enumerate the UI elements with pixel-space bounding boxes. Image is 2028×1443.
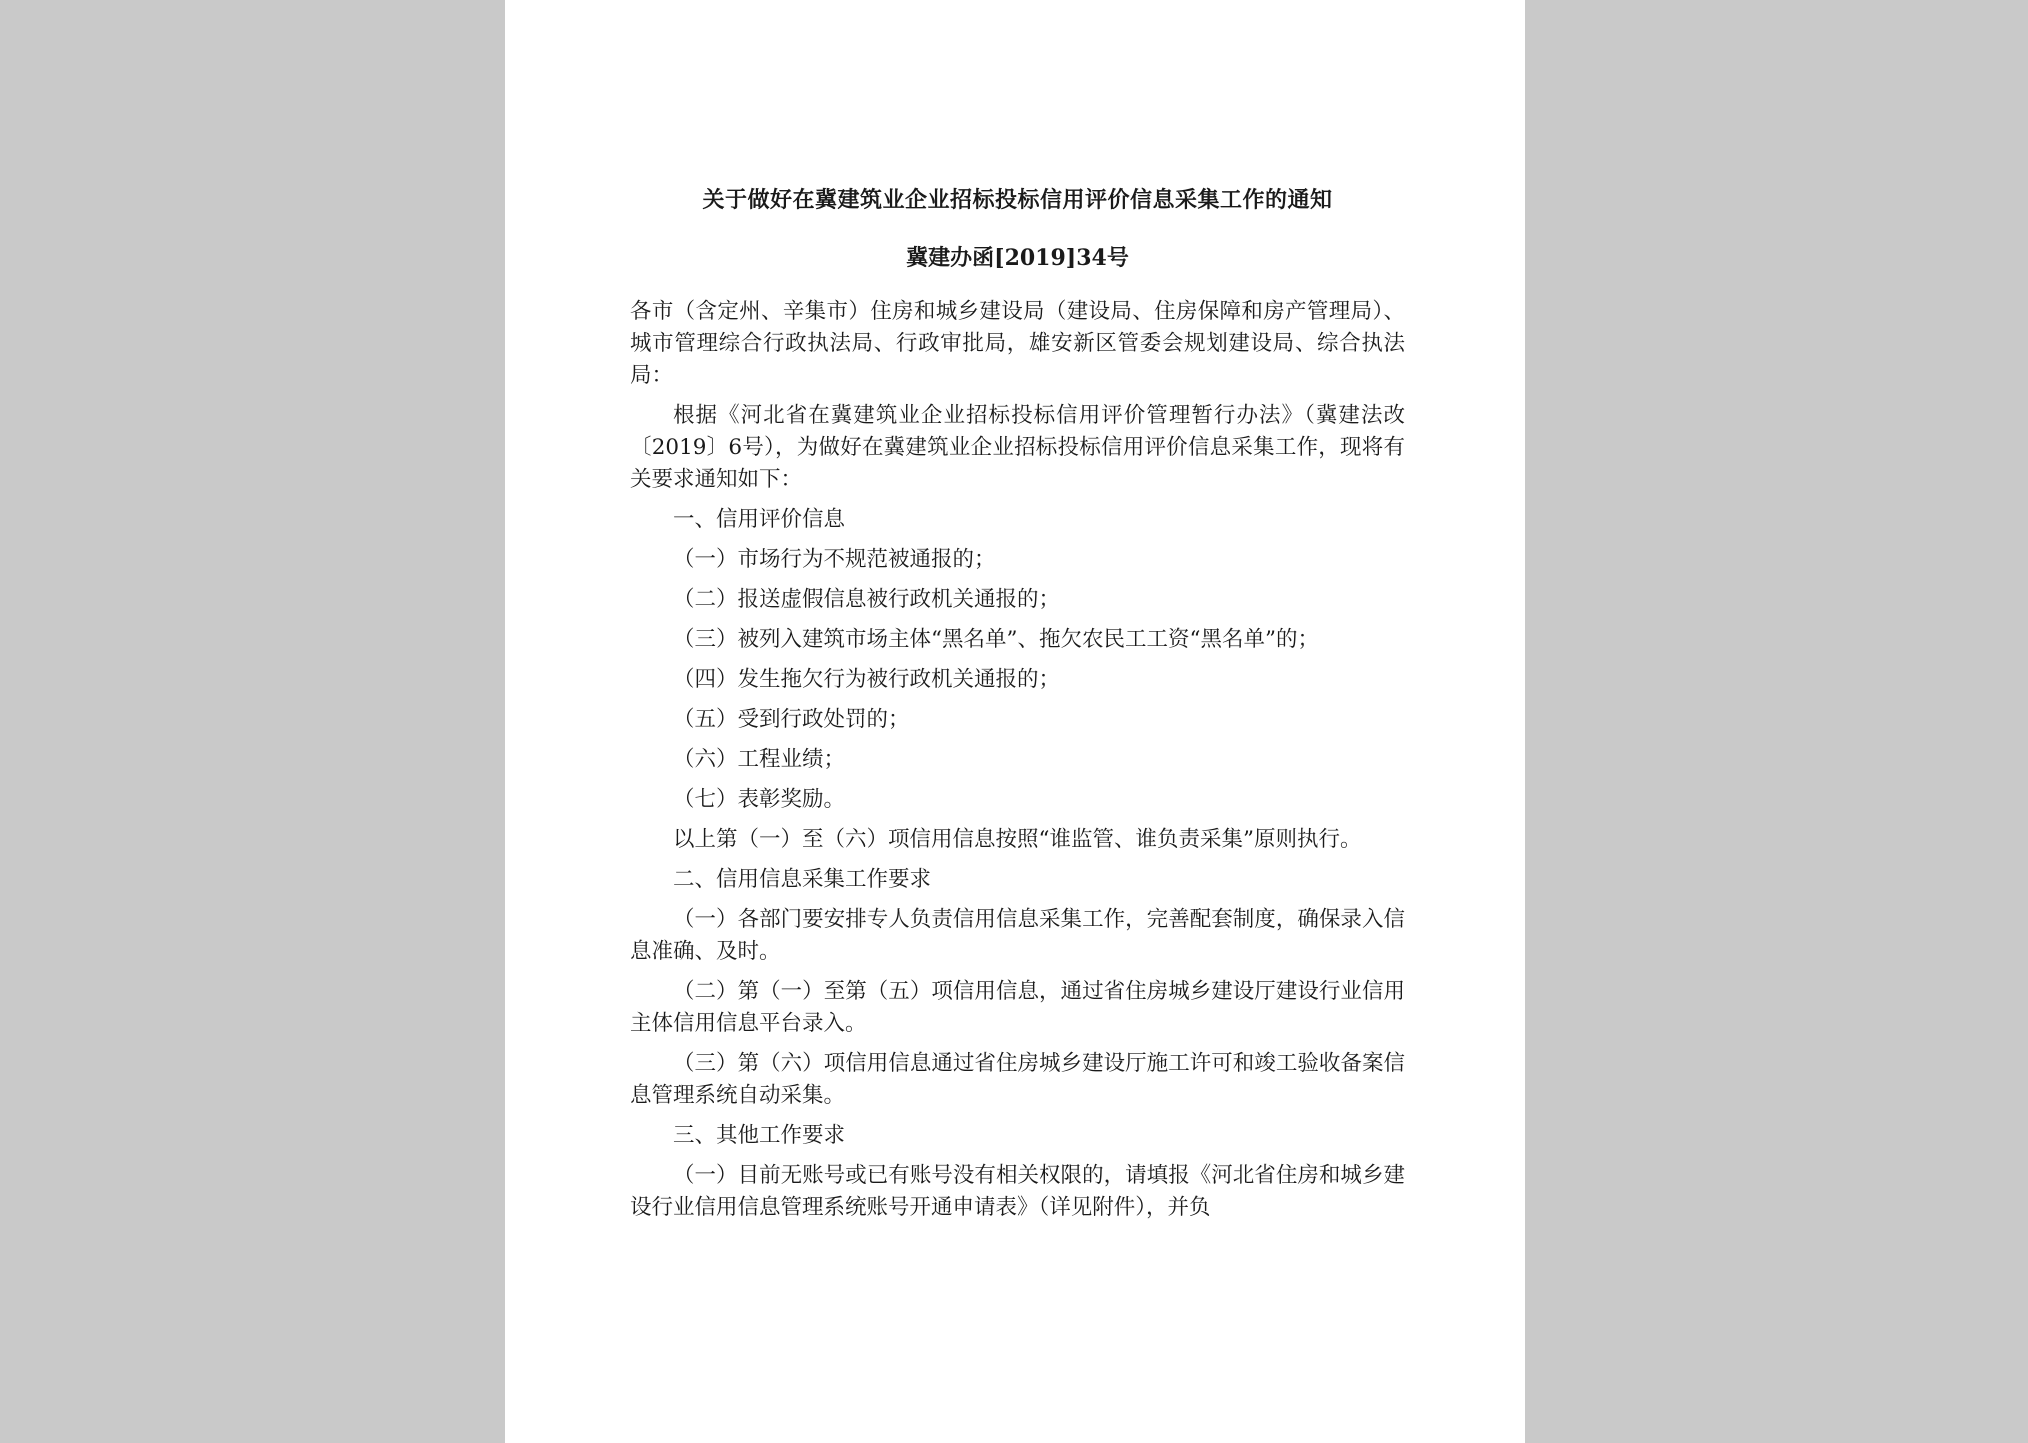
list-item: （一）市场行为不规范被通报的； [673,547,996,572]
list-item: （七）表彰奖励。 [673,787,846,812]
list-item: （一）目前无账号或已有账号没有相关权限的，请填报《河北省住房和城乡建设行业信用信息管理系统账号开通申请表》（详见附件），并负 [630,1163,1405,1220]
addressee: 各市（含定州、辛集市）住房和城乡建设局（建设局、住房保障和房产管理局）、城市管理综合行政执法局、行政审批局，雄安新区管委会规划建设局、综合执法局： [630,299,1405,388]
list-item: （五）受到行政处罚的； [673,707,910,732]
list-item: （六）工程业绩； [673,747,846,772]
list-item: （三）第（六）项信用信息通过省住房城乡建设厅施工许可和竣工验收备案信息管理系统自动采集。 [630,1051,1405,1108]
list-item: （三）被列入建筑市场主体“黑名单”、拖欠农民工工资“黑名单”的； [673,627,1319,652]
list-item: （四）发生拖欠行为被行政机关通报的； [673,667,1061,692]
paragraph-intro: 根据《河北省在冀建筑业企业招标投标信用评价管理暂行办法》（冀建法改〔2019〕6号），为做好在冀建筑业企业招标投标信用评价信息采集工作，现将有关要求通知如下： [630,403,1405,492]
document-title: 关于做好在冀建筑业企业招标投标信用评价信息采集工作的通知 [702,187,1333,213]
section-heading-3: 三、其他工作要求 [673,1123,846,1148]
paragraph-note: 以上第（一）至（六）项信用信息按照“谁监管、谁负责采集”原则执行。 [673,827,1362,852]
list-item: （二）第（一）至第（五）项信用信息，通过省住房城乡建设厅建设行业信用主体信用信息平台录入。 [630,979,1405,1036]
list-item: （二）报送虚假信息被行政机关通报的； [673,587,1061,612]
document-page [505,0,1525,1443]
list-item: （一）各部门要安排专人负责信用信息采集工作，完善配套制度，确保录入信息准确、及时。 [630,907,1405,964]
document-number: 冀建办函[2019]34号 [906,245,1129,271]
section-heading-2: 二、信用信息采集工作要求 [673,867,932,892]
section-heading-1: 一、信用评价信息 [673,507,846,532]
document-content [630,180,1405,1232]
